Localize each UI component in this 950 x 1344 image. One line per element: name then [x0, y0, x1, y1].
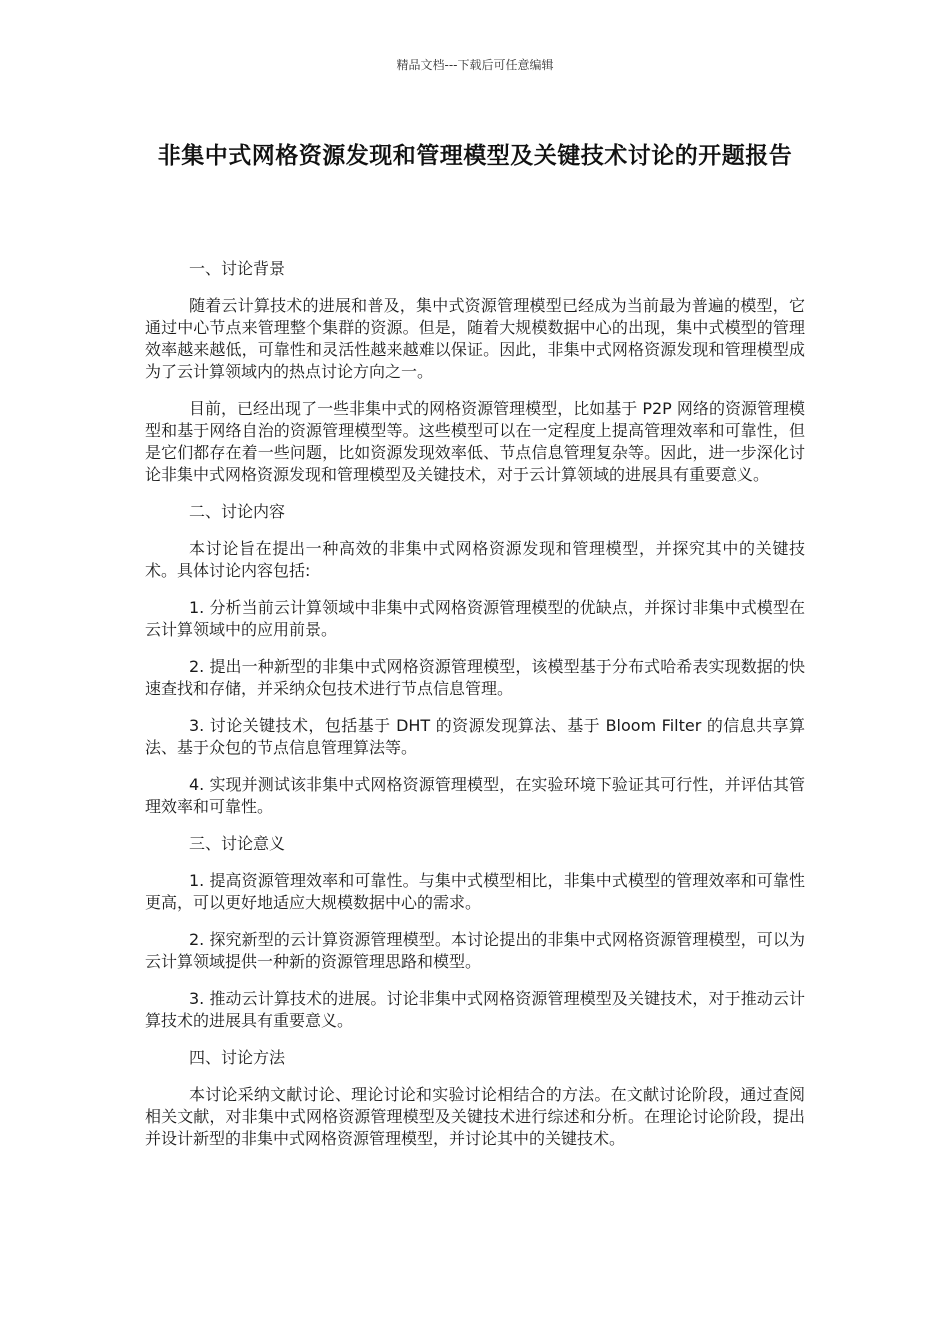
paragraph: 本讨论旨在提出一种高效的非集中式网格资源发现和管理模型，并探究其中的关键技术。具体讨论内容包括:	[145, 539, 805, 580]
section-heading-significance: 三、讨论意义	[189, 834, 286, 853]
list-item: 1. 分析当前云计算领域中非集中式网格资源管理模型的优缺点，并探讨非集中式模型在云计算领域中的应用前景。	[145, 598, 805, 639]
section-heading-background: 一、讨论背景	[189, 259, 286, 278]
list-item: 2. 探究新型的云计算资源管理模型。本讨论提出的非集中式网格资源管理模型，可以为云计算领域提供一种新的资源管理思路和模型。	[145, 930, 805, 971]
header-note: 精品文档---下载后可任意编辑	[396, 58, 554, 72]
paragraph: 本讨论采纳文献讨论、理论讨论和实验讨论相结合的方法。在文献讨论阶段，通过查阅相关文献，对非集中式网格资源管理模型及关键技术进行综述和分析。在理论讨论阶段，提出并设计新型的非集中式网格资源管理模型，并讨论其中的关键技术。	[145, 1085, 805, 1148]
paragraph: 目前，已经出现了一些非集中式的网格资源管理模型，比如基于 P2P 网络的资源管理模型和基于网络自治的资源管理模型等。这些模型可以在一定程度上提高管理效率和可靠性，但是它们都存在着一些问题，比如资源发现效率低、节点信息管理复杂等。因此，进一步深化讨论非集中式网格资源发现和管理模型及关键技术，对于云计算领域的进展具有重要意义。	[145, 399, 805, 484]
paragraph: 随着云计算技术的进展和普及，集中式资源管理模型已经成为当前最为普遍的模型，它通过中心节点来管理整个集群的资源。但是，随着大规模数据中心的出现，集中式模型的管理效率越来越低，可靠性和灵活性越来越难以保证。因此，非集中式网格资源发现和管理模型成为了云计算领域内的热点讨论方向之一。	[145, 296, 805, 381]
list-item: 2. 提出一种新型的非集中式网格资源管理模型，该模型基于分布式哈希表实现数据的快速查找和存储，并采纳众包技术进行节点信息管理。	[145, 657, 805, 698]
document-title: 非集中式网格资源发现和管理模型及关键技术讨论的开题报告	[157, 143, 793, 169]
list-item: 3. 推动云计算技术的进展。讨论非集中式网格资源管理模型及关键技术，对于推动云计算技术的进展具有重要意义。	[145, 989, 805, 1030]
section-heading-method: 四、讨论方法	[189, 1048, 286, 1067]
list-item: 3. 讨论关键技术，包括基于 DHT 的资源发现算法、基于 Bloom Filter 的信息共享算法、基于众包的节点信息管理算法等。	[145, 716, 805, 757]
section-heading-content: 二、讨论内容	[189, 502, 286, 521]
list-item: 4. 实现并测试该非集中式网格资源管理模型，在实验环境下验证其可行性，并评估其管理效率和可靠性。	[145, 775, 805, 816]
list-item: 1. 提高资源管理效率和可靠性。与集中式模型相比，非集中式模型的管理效率和可靠性更高，可以更好地适应大规模数据中心的需求。	[145, 871, 805, 912]
document-body	[145, 258, 805, 1165]
